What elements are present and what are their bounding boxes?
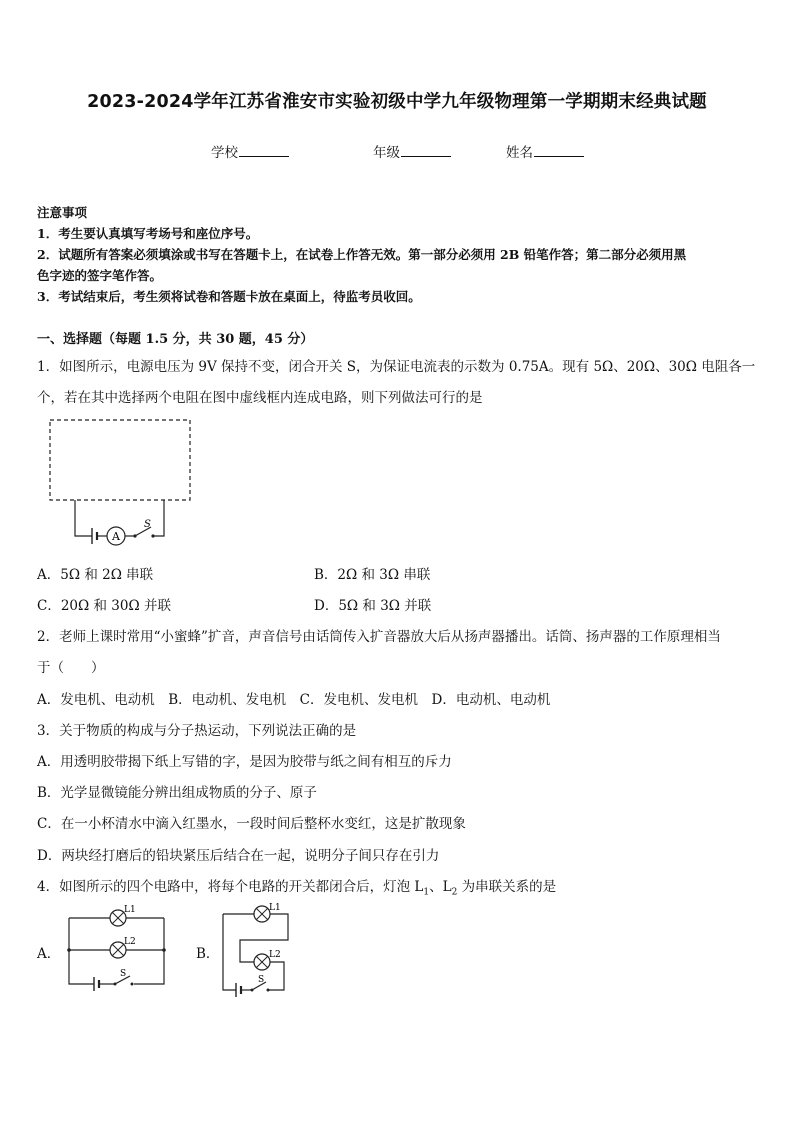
- grade-label: 年级: [373, 145, 400, 161]
- q3-option-c[interactable]: C．在一小杯清水中滴入红墨水，一段时间后整杯水变红，这是扩散现象: [37, 816, 466, 832]
- q2-stem-line1: 2．老师上课时常用“小蜜蜂”扩音，声音信号由话筒传入扩音器放大后从扬声器播出。话筒、扬声器的工作原理相当: [37, 629, 721, 645]
- page-title: 2023-2024学年江苏省淮安市实验初级中学九年级物理第一学期期末经典试题: [87, 92, 707, 112]
- q2-options[interactable]: A．发电机、电动机 B．电动机、发电机 C．发电机、发电机 D．电动机、电动机: [37, 692, 551, 708]
- dashed-box: [50, 420, 190, 500]
- lamp-label-l2: L2: [269, 950, 281, 960]
- school-label: 学校: [211, 145, 238, 161]
- q3-stem: 3．关于物质的构成与分子热运动，下列说法正确的是: [37, 723, 357, 739]
- ammeter-label: A: [112, 530, 120, 543]
- switch-label: S: [258, 975, 265, 985]
- switch-label: S: [120, 969, 127, 979]
- section-heading: 一、选择题（每题 1.5 分，共 30 题，45 分）: [37, 332, 314, 347]
- name-label: 姓名: [506, 145, 533, 161]
- q4-option-a-label[interactable]: A．: [37, 946, 61, 962]
- q4-circuit-a: [64, 906, 174, 996]
- notice-heading: 注意事项: [37, 205, 88, 220]
- switch-label: S: [144, 519, 151, 530]
- q1-stem-line1: 1．如图所示，电源电压为 9V 保持不变，闭合开关 S，为保证电流表的示数为 0.75A。现有 5Ω、20Ω、30Ω 电阻各一: [37, 359, 756, 375]
- q1-stem-line2: 个，若在其中选择两个电阻在图中虚线框内连成电路，则下列做法可行的是: [37, 390, 483, 406]
- q3-option-b[interactable]: B．光学显微镜能分辨出组成物质的分子、原子: [37, 785, 317, 801]
- q1-option-a[interactable]: A．5Ω 和 2Ω 串联: [37, 567, 154, 583]
- q4-circuit-b: [218, 902, 298, 1002]
- q3-option-d[interactable]: D．两块经打磨后的铅块紧压后结合在一起，说明分子间只存在引力: [37, 848, 440, 864]
- q1-option-c[interactable]: C．20Ω 和 30Ω 并联: [37, 598, 171, 614]
- notice-item-1: 1．考生要认真填写考场号和座位序号。: [37, 226, 259, 241]
- notice-item-3: 3．考试结束后，考生须将试卷和答题卡放在桌面上，待监考员收回。: [37, 289, 421, 304]
- q3-option-a[interactable]: A．用透明胶带揭下纸上写错的字，是因为胶带与纸之间有相互的斥力: [37, 754, 452, 770]
- q4-stem: 4．如图所示的四个电路中，将每个电路的开关都闭合后，灯泡 $L_1$、$L_2$ 为串联关系的是: [37, 879, 557, 898]
- q2-stem-line2: 于（ ）: [37, 660, 105, 676]
- lamp-label-l1: L1: [269, 903, 281, 913]
- q1-option-b[interactable]: B．2Ω 和 3Ω 串联: [314, 567, 431, 583]
- notice-item-2-cont: 色字迹的签字笔作答。: [37, 268, 163, 283]
- grade-field[interactable]: [373, 141, 451, 161]
- q4-option-b-label[interactable]: B．: [196, 946, 220, 962]
- lamp-label-l1: L1: [124, 905, 136, 915]
- school-field[interactable]: [211, 141, 289, 161]
- name-field[interactable]: [506, 141, 584, 161]
- q1-circuit-diagram: [40, 415, 200, 550]
- lamp-label-l2: L2: [124, 937, 136, 947]
- notice-item-2: 2．试题所有答案必须填涂或书写在答题卡上，在试卷上作答无效。第一部分必须用 2B 铅笔作答；第二部分必须用黑: [37, 247, 687, 262]
- q1-option-d[interactable]: D．5Ω 和 3Ω 并联: [314, 598, 432, 614]
